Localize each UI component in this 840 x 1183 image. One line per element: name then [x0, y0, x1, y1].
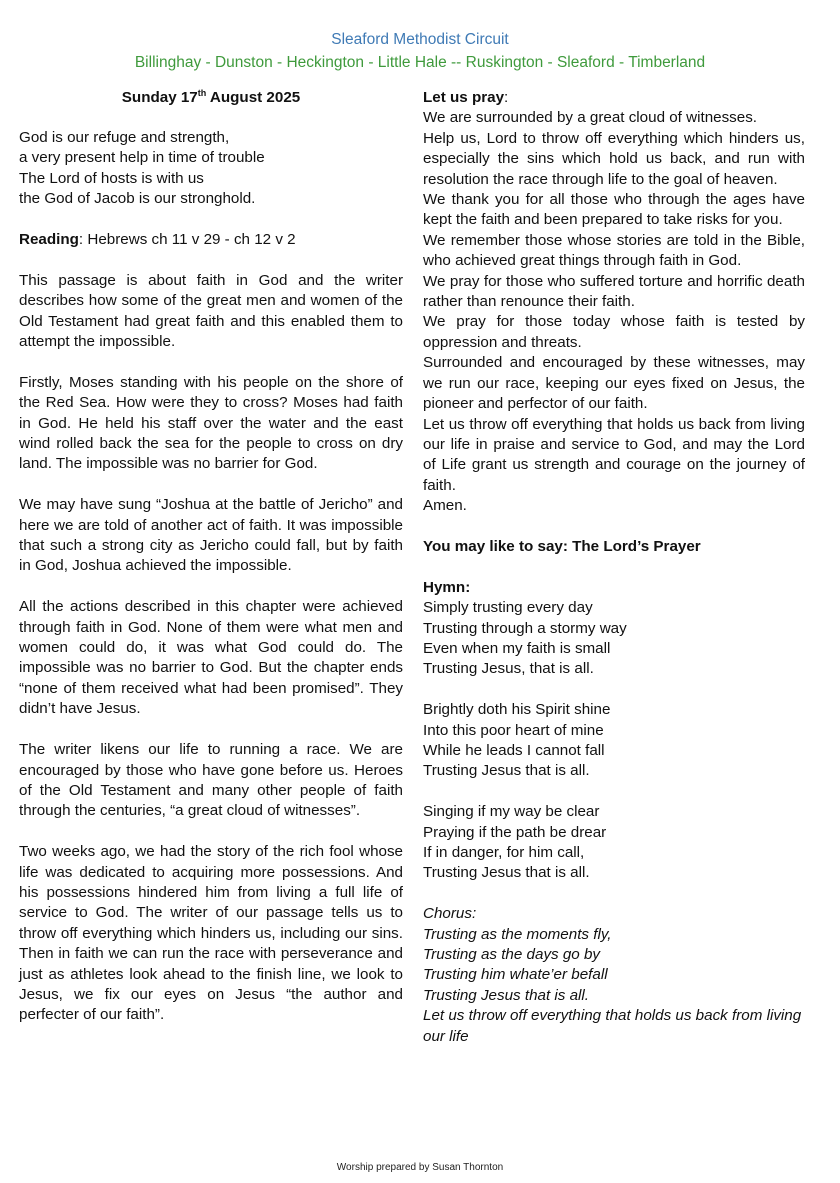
prayer-line: Surrounded and encouraged by these witnesses, may we run our race, keeping our eyes fixed on Jesus, the pioneer and perfector of our faith.	[423, 354, 805, 413]
hymn-line: Trusting Jesus, that is all.	[423, 660, 594, 678]
hymn-line: Praying if the path be drear	[423, 823, 607, 841]
circuit-title: Sleaford Methodist Circuit	[331, 31, 509, 48]
date-ordinal: th	[197, 87, 207, 98]
call-line: The Lord of hosts is with us	[19, 169, 204, 187]
chorus-heading: Chorus:	[423, 905, 477, 923]
hymn-line: If in danger, for him call,	[423, 843, 585, 861]
prayer-line: We remember those whose stories are told in the Bible, who achieved great things through faith in God.	[423, 231, 805, 270]
hymn-line: While he leads I cannot fall	[423, 741, 605, 759]
call-line: God is our refuge and strength,	[19, 129, 230, 146]
call-line: the God of Jacob is our stronghold.	[19, 190, 256, 208]
hymn-line: Brightly doth his Spirit shine	[423, 701, 611, 719]
prayer-line: We pray for those who suffered torture and horrific death rather than renounce their faith.	[423, 272, 805, 311]
hymn-line: Singing if my way be clear	[423, 803, 600, 821]
right-column	[423, 88, 805, 1047]
chorus-line: Trusting him whate’er befall	[423, 966, 608, 984]
prayer-label: Let us pray	[423, 89, 505, 106]
hymn-line: Even when my faith is small	[423, 639, 611, 657]
hymn-line: Trusting Jesus that is all.	[423, 762, 590, 780]
hymn-heading: Hymn:	[423, 578, 471, 596]
prayer-line: Let us throw off everything that holds us back from living our life in praise and service to God, and may the Lord of Life grant us strength and courage on the journey of faith.	[423, 415, 805, 494]
hymn-line: Trusting through a stormy way	[423, 619, 627, 637]
header	[0, 30, 840, 74]
sermon-paragraph: We may have sung “Joshua at the battle of Jericho” and here we are told of another act of faith. It was impossible that such a strong city as Jericho could fall, but by faith in God, Joshua achieved the impossible.	[19, 496, 403, 575]
date-prefix: Sunday 17	[121, 89, 198, 106]
service-date	[19, 88, 403, 108]
sermon-paragraph: Two weeks ago, we had the story of the rich fool whose life was dedicated to acquiring more possessions. And his possessions hindered him from living a full life of service to God. The writer of our passage tells us to throw off everything which hinders us, including our sins. Then in faith we can run the race with perseverance and just as athletes look ahead to the finish line, we look to Jesus, we fix our eyes on Jesus “the author and perfecter of our faith”.	[19, 843, 403, 1024]
chorus-line: Trusting as the moments fly,	[423, 925, 612, 943]
chorus-line: Trusting Jesus that is all.	[423, 986, 590, 1004]
prayer-colon: :	[504, 89, 509, 106]
reading-line	[19, 230, 403, 250]
prayer-line: We pray for those today whose faith is tested by oppression and threats.	[423, 313, 805, 351]
lords-prayer-heading: You may like to say: The Lord’s Prayer	[423, 537, 701, 555]
reading-reference: : Hebrews ch 11 v 29 - ch 12 v 2	[78, 231, 296, 249]
prayer-line: Amen.	[423, 497, 467, 515]
sermon-paragraph: All the actions described in this chapter were achieved through faith in God. None of them were what men and women could do, it was what God could do. The impossible was no barrier to God. But the chapter ends “none of them received what had been promised”. They didn’t have Jesus.	[19, 598, 403, 718]
prayer-heading	[423, 88, 805, 108]
date-suffix: August 2025	[206, 89, 301, 106]
call-line: a very present help in time of trouble	[19, 149, 265, 167]
sermon-paragraph: Firstly, Moses standing with his people on the shore of the Red Sea. How were they to cross? Moses had faith in God. He held his staff over the water and the east wind rolled back the sea for the people to cross on dry land. The impossible was no barrier for God.	[19, 373, 403, 473]
sermon-paragraph: The writer likens our life to running a race. We are encouraged by those who have gone before us. Heroes of the Old Testament and many other people of faith through the centuries, “a great cloud of witnesses”.	[19, 741, 403, 820]
footer-credit: Worship prepared by Susan Thornton	[336, 1162, 504, 1173]
closing-line: Let us throw off everything that holds us back from living our life	[423, 1007, 802, 1045]
circuit-places: Billinghay - Dunston - Heckington - Little Hale -- Ruskington - Sleaford - Timberland	[134, 54, 706, 71]
prayer-line: We thank you for all those who through the ages have kept the faith and been prepared to take risks for you.	[423, 191, 805, 229]
hymn-line: Simply trusting every day	[423, 599, 593, 617]
reading-label: Reading	[19, 231, 79, 249]
left-column	[19, 88, 403, 1026]
chorus-line: Trusting as the days go by	[423, 945, 600, 963]
hymn-line: Into this poor heart of mine	[423, 721, 604, 739]
prayer-line: We are surrounded by a great cloud of witnesses.	[423, 109, 758, 127]
sermon-paragraph: This passage is about faith in God and the writer describes how some of the great men and women of the Old Testament had great faith and this enabled them to attempt the impossible.	[19, 271, 403, 351]
hymn-line: Trusting Jesus that is all.	[423, 864, 590, 882]
prayer-line: Help us, Lord to throw off everything which hinders us, especially the sins which hold us back, and run with resolution the race through life to the goal of heaven.	[423, 129, 805, 188]
